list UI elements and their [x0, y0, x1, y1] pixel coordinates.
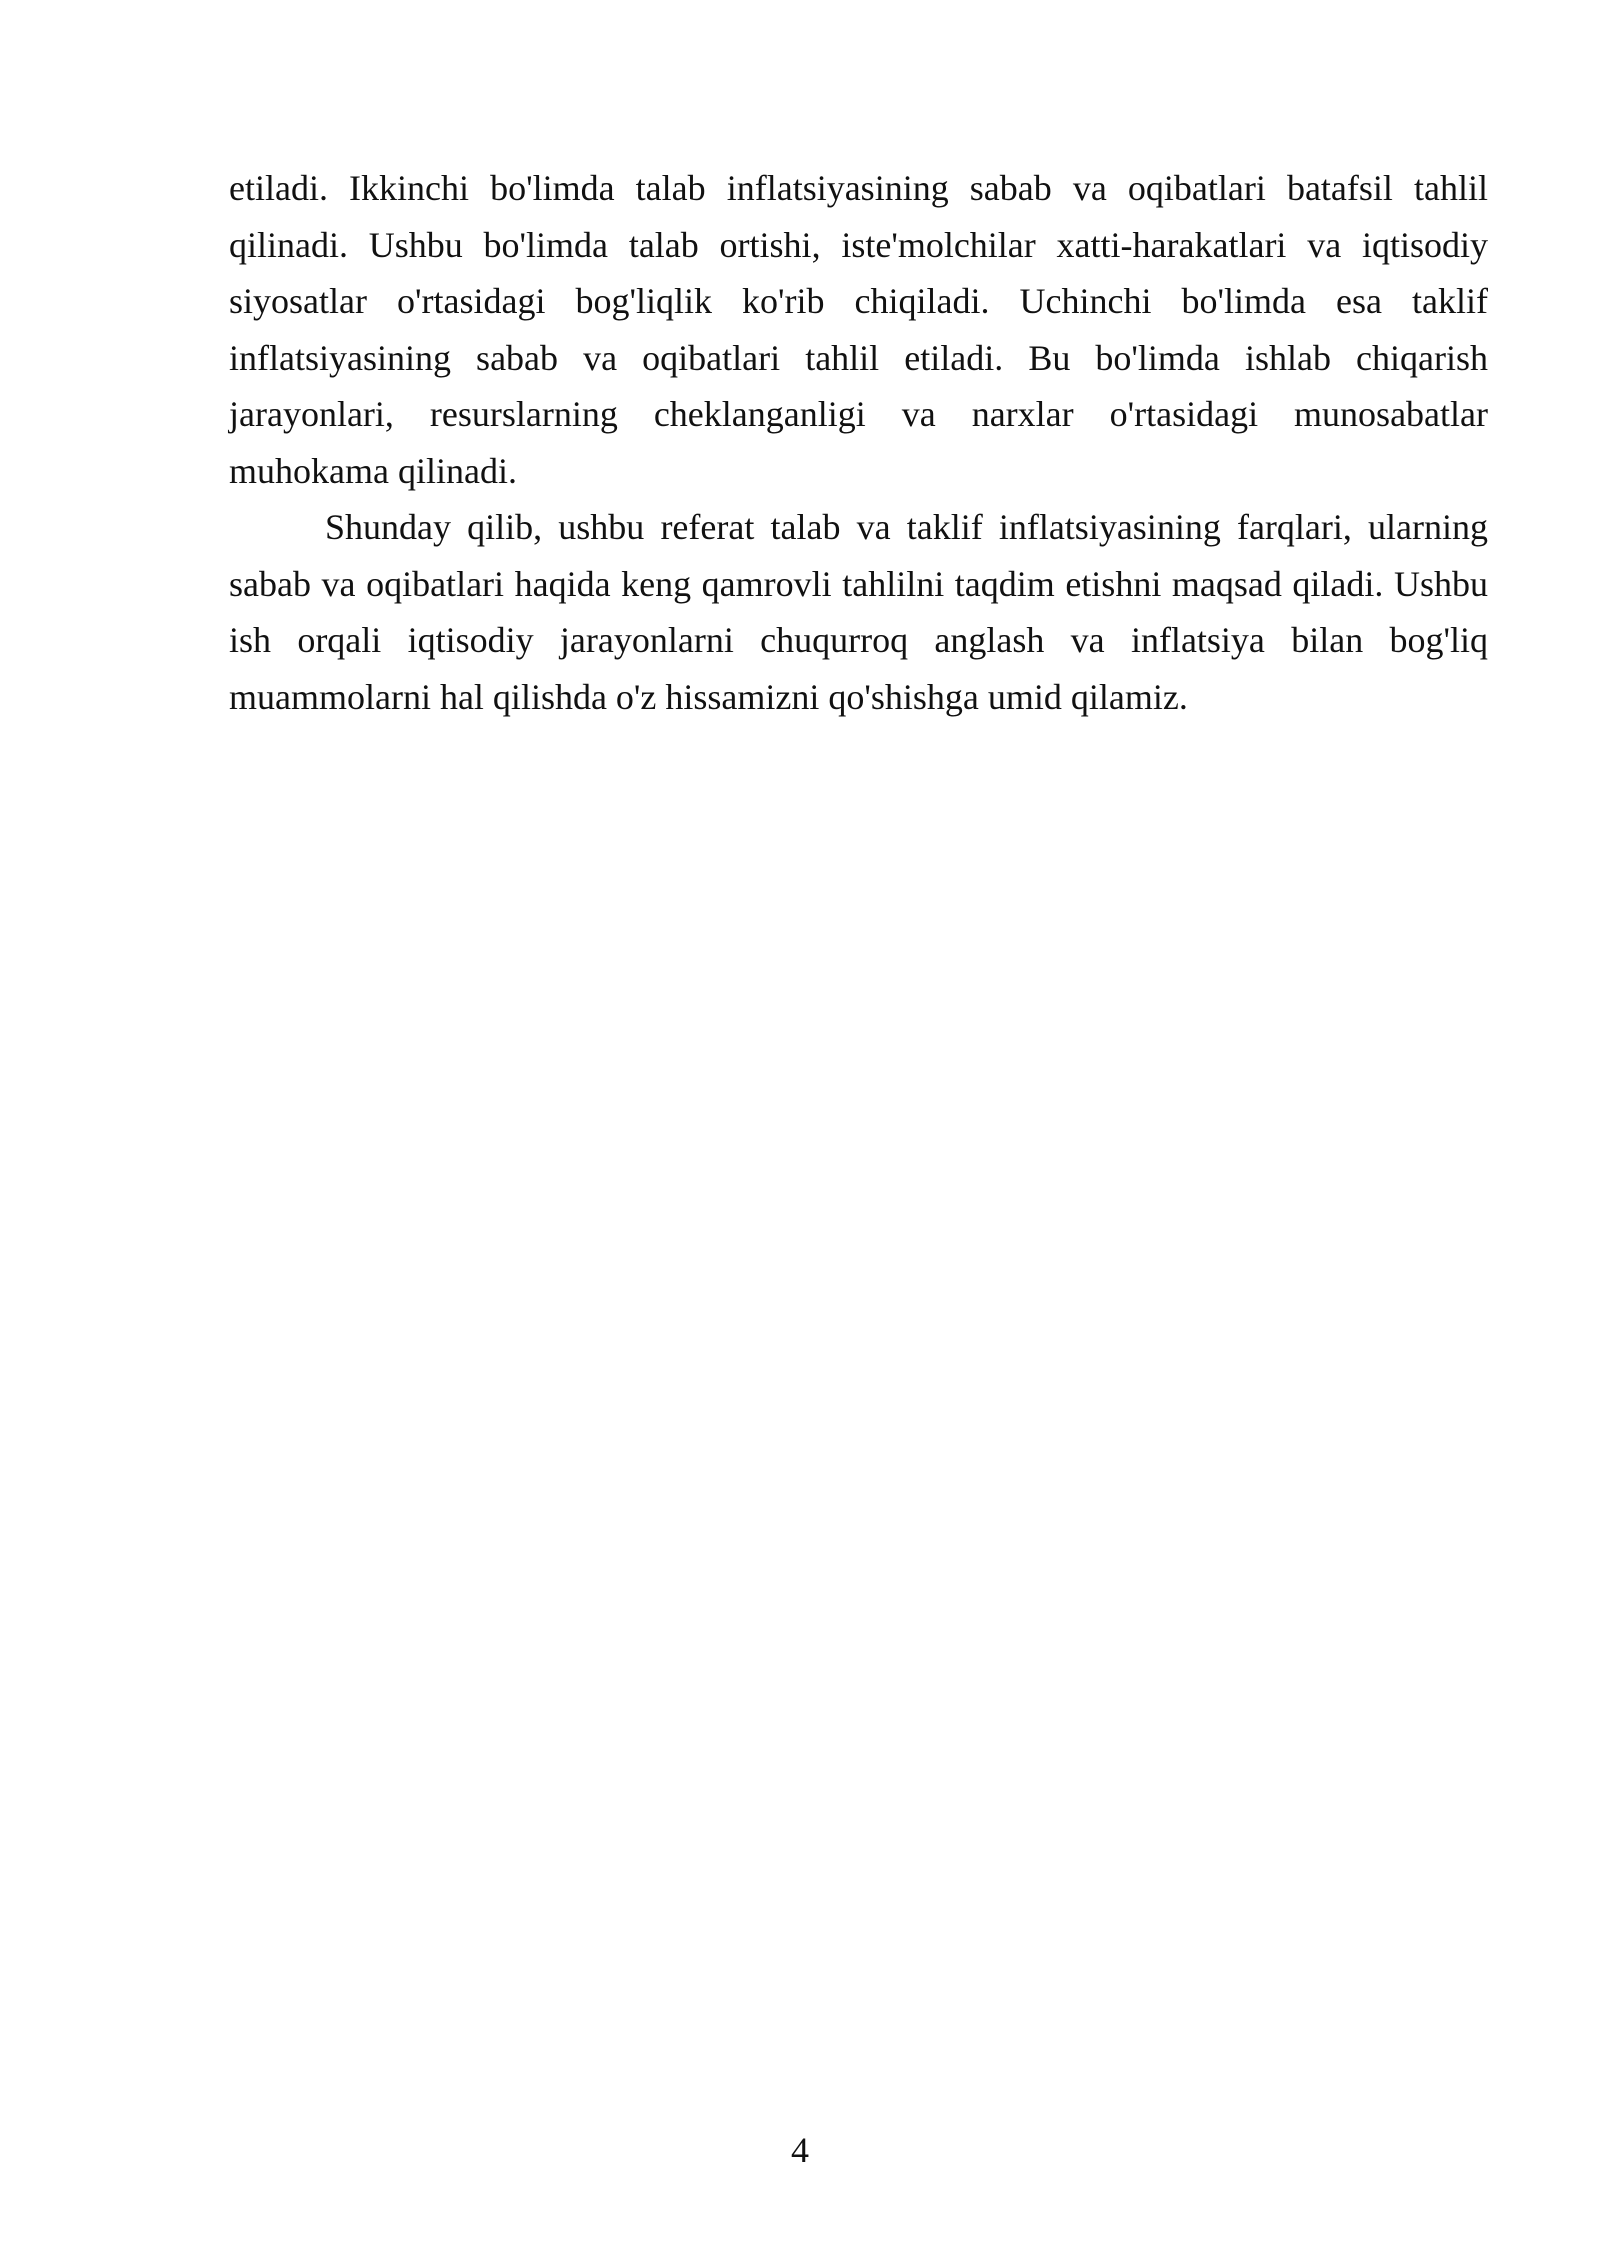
paragraph-continuation: etiladi. Ikkinchi bo'limda talab inflatsiyasining sabab va oqibatlari batafsil tahlil qilinadi. Ushbu bo'limda talab ortishi, iste'molchilar xatti-harakatlari va iqtisodiy siyosatlar o'rtasidagi bog'liqlik ko'rib chiqiladi. Uchinchi bo'limda esa taklif inflatsiyasining sabab va oqibatlari tahlil etiladi. Bu bo'limda ishlab chiqarish jarayonlari, resurslarning cheklanganligi va narxlar o'rtasidagi munosabatlar muhokama qilinadi. [229, 168, 1488, 491]
page-number: 4 [791, 2130, 809, 2170]
paragraph-conclusion: Shunday qilib, ushbu referat talab va taklif inflatsiyasining farqlari, ularning sabab va oqibatlari haqida keng qamrovli tahlilni taqdim etishni maqsad qiladi. Ushbu ish orqali iqtisodiy jarayonlarni chuqurroq anglash va inflatsiya bilan bog'liq muammolarni hal qilishda o'z hissamizni qo'shishga umid qilamiz. [229, 507, 1488, 717]
document-body [229, 160, 1488, 725]
